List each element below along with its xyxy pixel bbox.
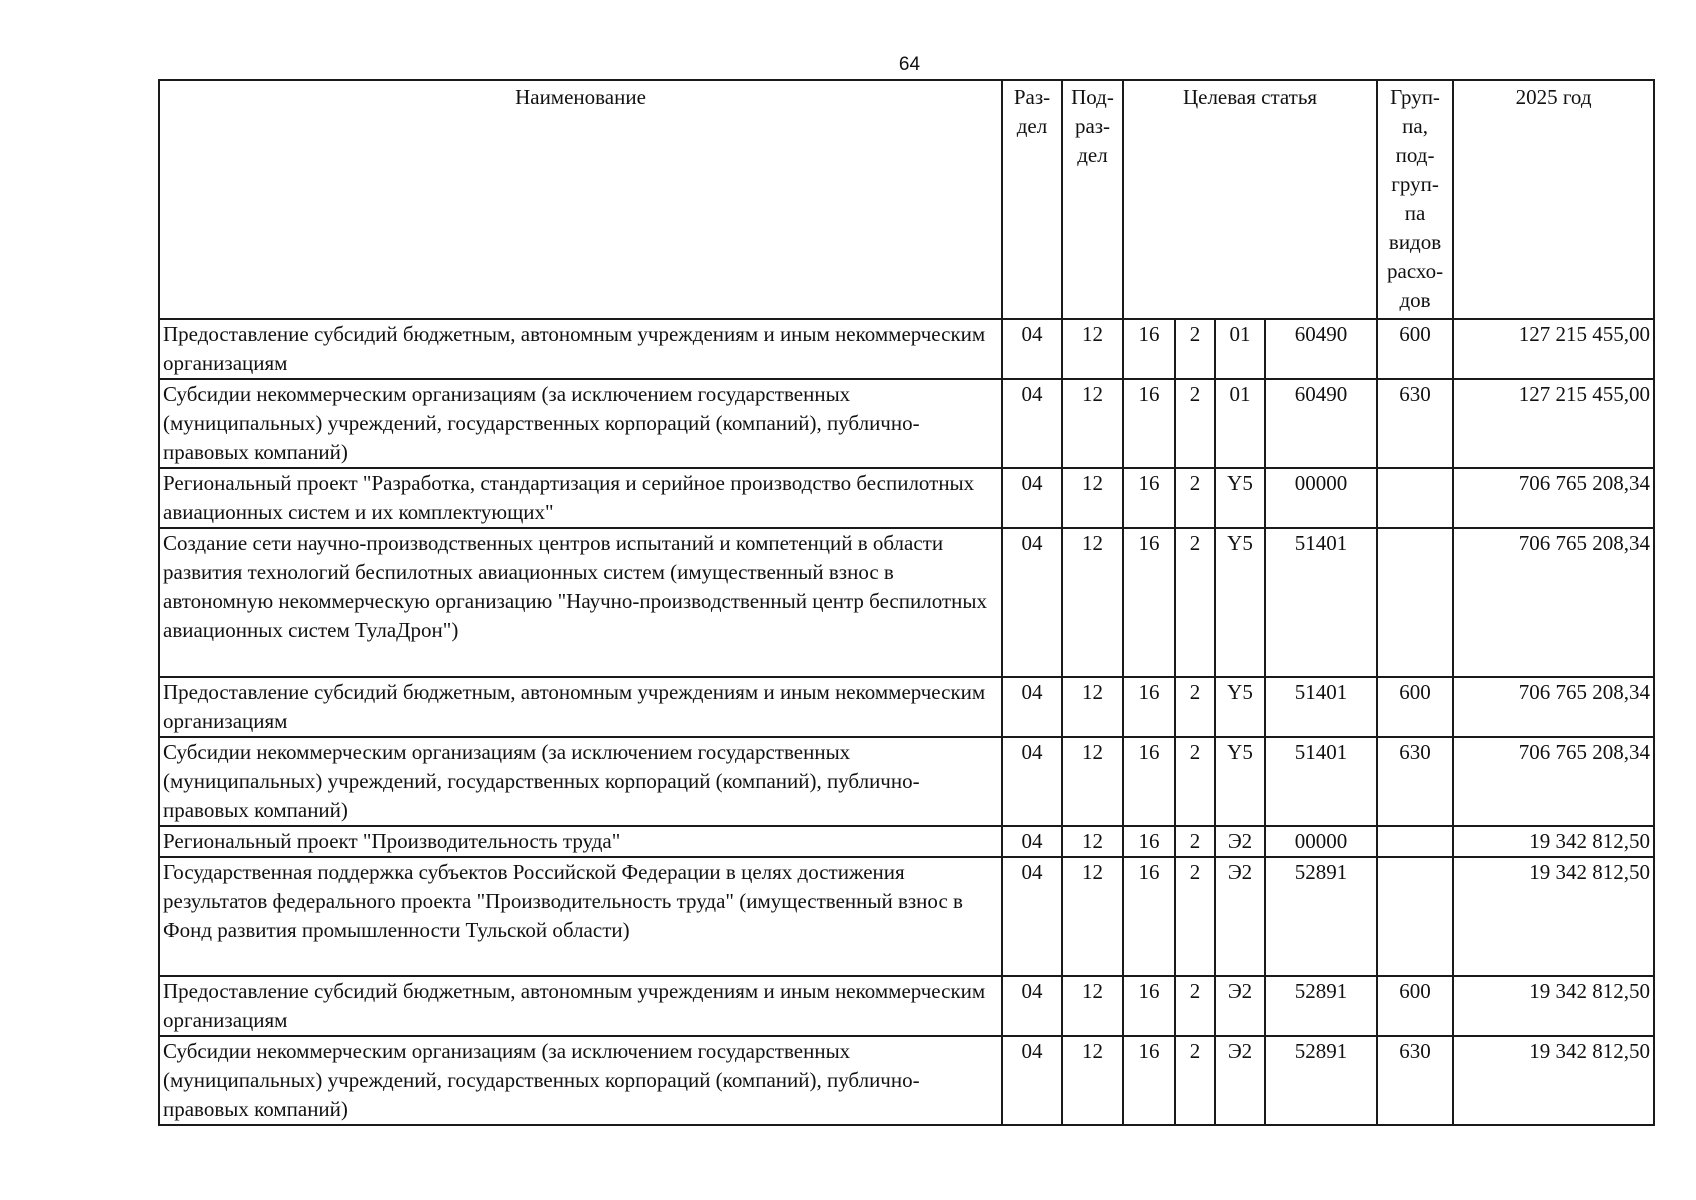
row-razdel: 04	[1002, 1036, 1062, 1125]
row-target-subprogram: 2	[1175, 528, 1215, 677]
row-target-project: Э2	[1215, 1036, 1265, 1125]
row-expense-group	[1377, 528, 1453, 677]
row-name: Субсидии некоммерческим организациям (за исключением государственных (муниципальных) учреждений, государственных корпораций (компаний), публично-правовых компаний)	[159, 379, 1002, 468]
row-razdel: 04	[1002, 468, 1062, 528]
row-target-project: 01	[1215, 319, 1265, 379]
row-name: Предоставление субсидий бюджетным, автономным учреждениям и иным некоммерческим организациям	[159, 319, 1002, 379]
table-row	[159, 857, 1654, 976]
row-amount: 706 765 208,34	[1453, 528, 1654, 677]
row-target-code: 60490	[1265, 379, 1377, 468]
header-target-article: Целевая статья	[1123, 80, 1377, 319]
row-expense-group	[1377, 826, 1453, 857]
row-razdel: 04	[1002, 379, 1062, 468]
row-podrazdel: 12	[1062, 737, 1123, 826]
row-podrazdel: 12	[1062, 1036, 1123, 1125]
row-amount: 706 765 208,34	[1453, 737, 1654, 826]
page-number: 64	[898, 54, 921, 75]
row-target-code: 52891	[1265, 857, 1377, 976]
row-expense-group: 630	[1377, 1036, 1453, 1125]
row-expense-group	[1377, 468, 1453, 528]
row-razdel: 04	[1002, 677, 1062, 737]
header-year: 2025 год	[1453, 80, 1654, 319]
row-target-project: Y5	[1215, 737, 1265, 826]
row-target-program: 16	[1123, 528, 1175, 677]
row-razdel: 04	[1002, 826, 1062, 857]
row-razdel: 04	[1002, 319, 1062, 379]
budget-table	[158, 79, 1655, 1126]
row-target-project: Э2	[1215, 976, 1265, 1036]
row-target-project: Э2	[1215, 857, 1265, 976]
row-amount: 19 342 812,50	[1453, 857, 1654, 976]
row-name: Создание сети научно-производственных центров испытаний и компетенций в области развития технологий беспилотных авиационных систем (имущественный взнос в автономную некоммерческую организацию "Научно-производственный центр беспилотных авиационных систем ТулаДрон")	[159, 528, 1002, 677]
row-razdel: 04	[1002, 737, 1062, 826]
row-target-code: 52891	[1265, 1036, 1377, 1125]
row-amount: 706 765 208,34	[1453, 677, 1654, 737]
row-target-code: 00000	[1265, 468, 1377, 528]
row-target-project: 01	[1215, 379, 1265, 468]
row-expense-group: 630	[1377, 737, 1453, 826]
header-name: Наименование	[159, 80, 1002, 319]
table-row	[159, 826, 1654, 857]
header-expense-group: Груп-па, под-груп-па видов расхо-дов	[1377, 80, 1453, 319]
table-row	[159, 468, 1654, 528]
row-target-program: 16	[1123, 319, 1175, 379]
row-expense-group: 600	[1377, 677, 1453, 737]
header-podrazdel: Под-раз-дел	[1062, 80, 1123, 319]
row-target-code: 51401	[1265, 737, 1377, 826]
table-row	[159, 677, 1654, 737]
row-amount: 19 342 812,50	[1453, 826, 1654, 857]
row-target-project: Y5	[1215, 677, 1265, 737]
row-razdel: 04	[1002, 528, 1062, 677]
row-name: Предоставление субсидий бюджетным, автономным учреждениям и иным некоммерческим организациям	[159, 677, 1002, 737]
row-target-program: 16	[1123, 468, 1175, 528]
row-target-program: 16	[1123, 857, 1175, 976]
row-name: Государственная поддержка субъектов Российской Федерации в целях достижения результатов федерального проекта "Производительность труда" (имущественный взнос в Фонд развития промышленности Тульской области)	[159, 857, 1002, 976]
row-target-program: 16	[1123, 826, 1175, 857]
row-razdel: 04	[1002, 976, 1062, 1036]
row-podrazdel: 12	[1062, 468, 1123, 528]
table-row	[159, 379, 1654, 468]
row-target-subprogram: 2	[1175, 976, 1215, 1036]
row-razdel: 04	[1002, 857, 1062, 976]
row-target-subprogram: 2	[1175, 319, 1215, 379]
row-name: Субсидии некоммерческим организациям (за исключением государственных (муниципальных) учреждений, государственных корпораций (компаний), публично-правовых компаний)	[159, 737, 1002, 826]
row-target-project: Y5	[1215, 528, 1265, 677]
row-amount: 706 765 208,34	[1453, 468, 1654, 528]
row-target-subprogram: 2	[1175, 1036, 1215, 1125]
row-podrazdel: 12	[1062, 976, 1123, 1036]
row-podrazdel: 12	[1062, 528, 1123, 677]
row-target-program: 16	[1123, 677, 1175, 737]
row-target-program: 16	[1123, 737, 1175, 826]
row-podrazdel: 12	[1062, 319, 1123, 379]
row-amount: 127 215 455,00	[1453, 319, 1654, 379]
row-target-code: 60490	[1265, 319, 1377, 379]
row-amount: 127 215 455,00	[1453, 379, 1654, 468]
row-target-code: 52891	[1265, 976, 1377, 1036]
row-target-program: 16	[1123, 976, 1175, 1036]
row-name: Предоставление субсидий бюджетным, автономным учреждениям и иным некоммерческим организациям	[159, 976, 1002, 1036]
table-row	[159, 976, 1654, 1036]
row-podrazdel: 12	[1062, 379, 1123, 468]
table-row	[159, 528, 1654, 677]
row-expense-group: 600	[1377, 319, 1453, 379]
row-target-code: 51401	[1265, 677, 1377, 737]
table-row	[159, 319, 1654, 379]
row-name: Субсидии некоммерческим организациям (за исключением государственных (муниципальных) учреждений, государственных корпораций (компаний), публично-правовых компаний)	[159, 1036, 1002, 1125]
row-expense-group	[1377, 857, 1453, 976]
row-amount: 19 342 812,50	[1453, 1036, 1654, 1125]
row-target-subprogram: 2	[1175, 468, 1215, 528]
row-target-project: Y5	[1215, 468, 1265, 528]
row-target-subprogram: 2	[1175, 737, 1215, 826]
row-target-program: 16	[1123, 379, 1175, 468]
row-target-subprogram: 2	[1175, 677, 1215, 737]
row-target-subprogram: 2	[1175, 379, 1215, 468]
row-target-subprogram: 2	[1175, 826, 1215, 857]
row-name: Региональный проект "Производительность труда"	[159, 826, 1002, 857]
row-name: Региональный проект "Разработка, стандартизация и серийное производство беспилотных авиационных систем и их комплектующих"	[159, 468, 1002, 528]
table-row	[159, 1036, 1654, 1125]
row-target-program: 16	[1123, 1036, 1175, 1125]
table-row	[159, 737, 1654, 826]
row-target-subprogram: 2	[1175, 857, 1215, 976]
row-expense-group: 600	[1377, 976, 1453, 1036]
table-header-row	[159, 80, 1654, 319]
row-target-code: 51401	[1265, 528, 1377, 677]
row-podrazdel: 12	[1062, 677, 1123, 737]
header-razdel: Раз-дел	[1002, 80, 1062, 319]
row-target-project: Э2	[1215, 826, 1265, 857]
row-podrazdel: 12	[1062, 857, 1123, 976]
row-amount: 19 342 812,50	[1453, 976, 1654, 1036]
row-target-code: 00000	[1265, 826, 1377, 857]
row-podrazdel: 12	[1062, 826, 1123, 857]
row-expense-group: 630	[1377, 379, 1453, 468]
